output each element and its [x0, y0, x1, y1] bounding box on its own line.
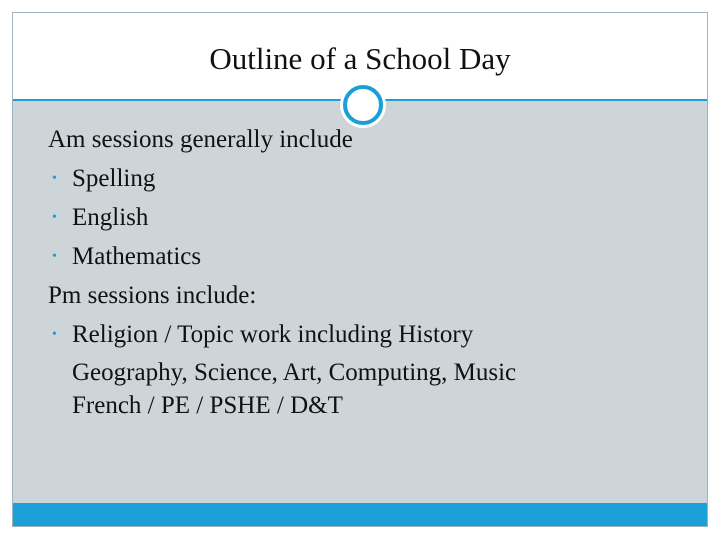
bullet-icon: • — [52, 327, 57, 342]
bullet-item — [48, 315, 668, 354]
slide-body — [48, 120, 668, 422]
bullet-text: Religion / Topic work including History — [72, 321, 474, 348]
bullet-item — [48, 159, 668, 198]
bullet-item — [48, 237, 668, 276]
pm-heading: Pm sessions include: — [48, 282, 257, 309]
am-heading: Am sessions generally include — [48, 126, 353, 153]
slide-title: Outline of a School Day — [209, 41, 511, 76]
bullet-text: English — [72, 204, 149, 231]
circle-ornament-icon — [343, 85, 383, 125]
bullet-text: Mathematics — [72, 243, 202, 270]
bullet-icon: • — [52, 249, 57, 264]
bullet-icon: • — [52, 171, 57, 186]
bullet-continuation: French / PE / PSHE / D&T — [72, 392, 343, 419]
bullet-continuation: Geography, Science, Art, Computing, Music — [72, 359, 517, 386]
bullet-item — [48, 198, 668, 237]
bullet-icon: • — [52, 210, 57, 225]
bullet-text: Spelling — [72, 165, 156, 192]
footer-bar — [13, 503, 707, 526]
